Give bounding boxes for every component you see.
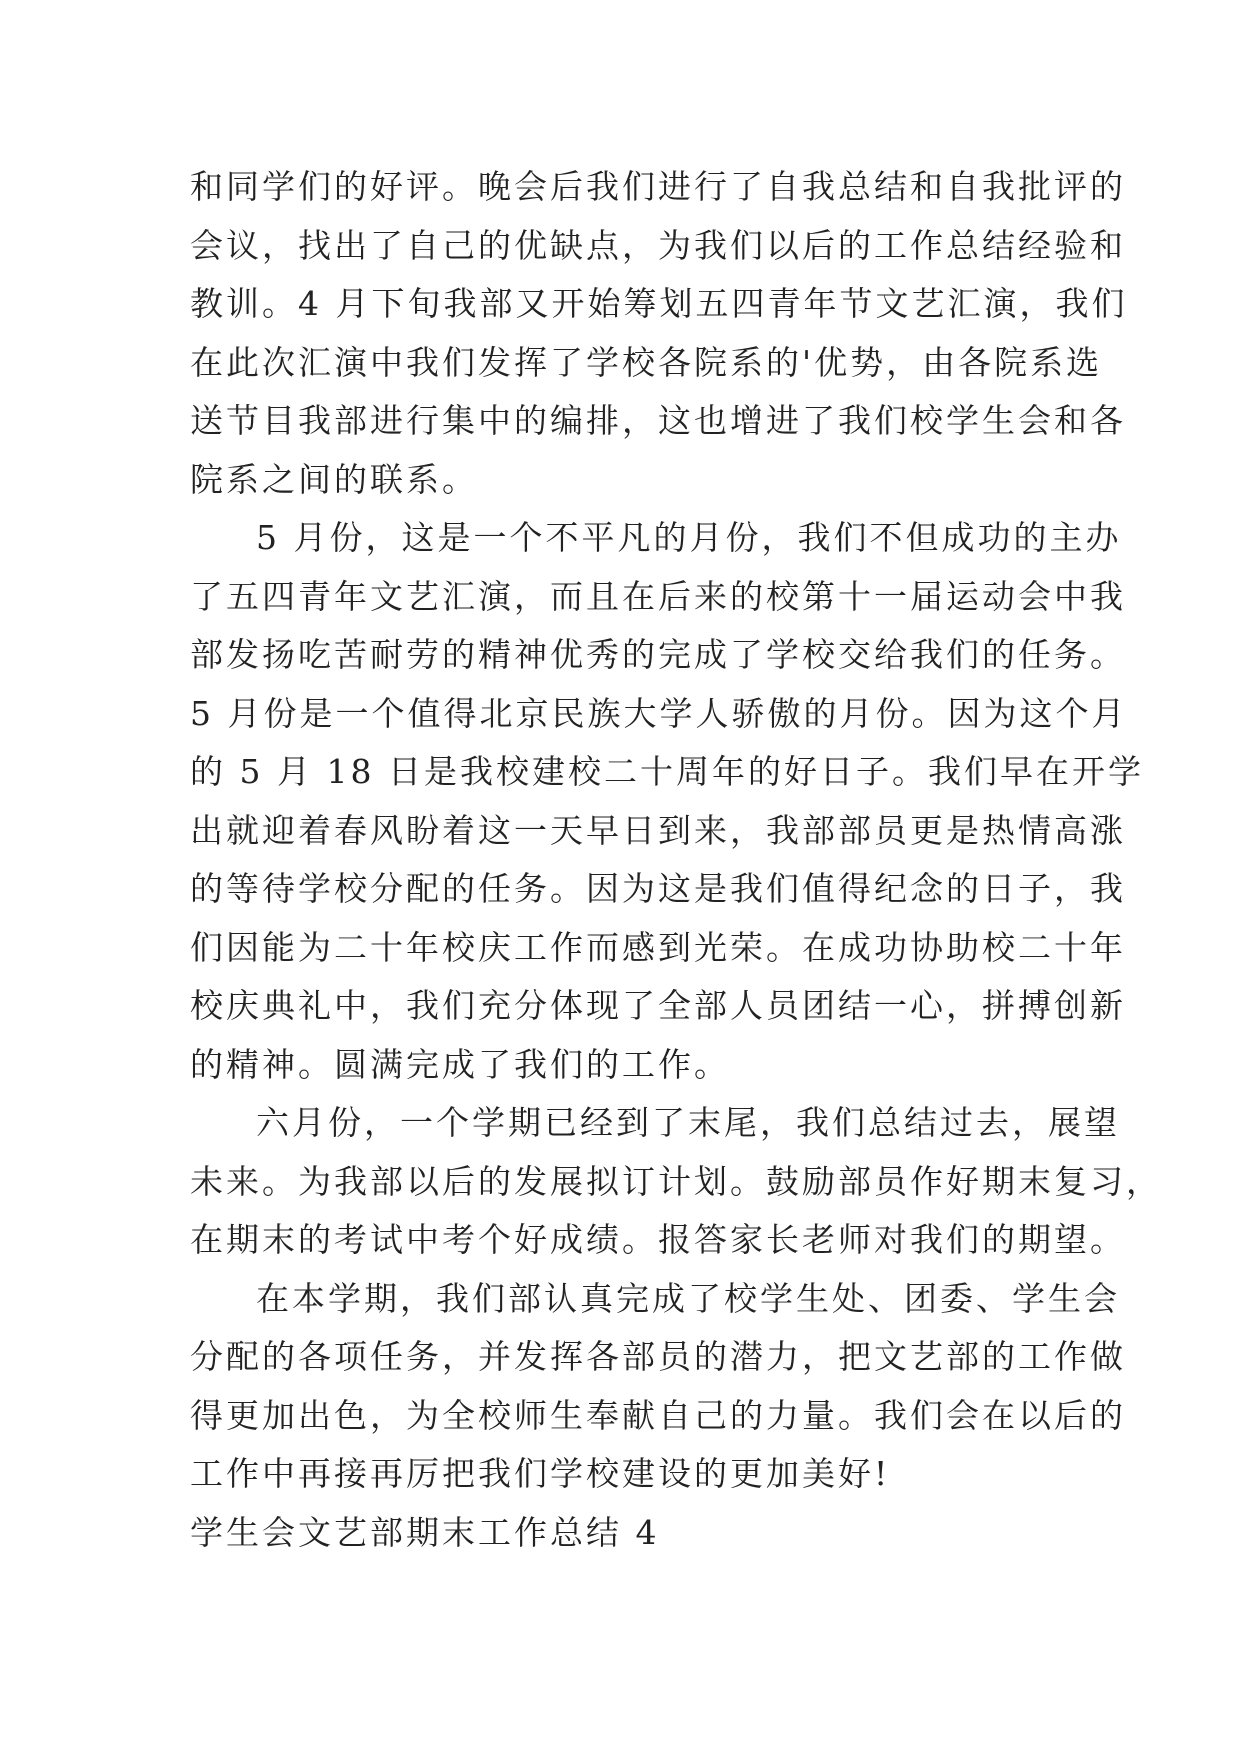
- text-line: 的等待学校分配的任务。因为这是我们值得纪念的日子，我: [190, 869, 1126, 908]
- text-line: 院系之间的联系。: [190, 459, 478, 499]
- section-heading: 学生会文艺部期末工作总结 4: [190, 1512, 660, 1552]
- text-line: 教训。4 月下旬我部又开始筹划五四青年节文艺汇演，我们: [190, 284, 1128, 323]
- text-line: 会议，找出了自己的优缺点，为我们以后的工作总结经验和: [190, 225, 1126, 265]
- text-line: 在本学期，我们部认真完成了校学生处、团委、学生会: [256, 1278, 1120, 1318]
- text-line: 六月份，一个学期已经到了末尾，我们总结过去，展望: [256, 1103, 1120, 1142]
- text-line: 分配的各项任务，并发挥各部员的潜力，把文艺部的工作做: [190, 1337, 1126, 1376]
- document-body: [190, 158, 1162, 1562]
- text-line: 部发扬吃苦耐劳的精神优秀的完成了学校交给我们的任务。: [190, 635, 1126, 674]
- text-line: 5 月份，这是一个不平凡的月份，我们不但成功的主办: [256, 518, 1122, 557]
- text-line: 的 5 月 18 日是我校建校二十周年的好日子。我们早在开学: [190, 752, 1144, 791]
- text-line: 得更加出色，为全校师生奉献自己的力量。我们会在以后的: [190, 1395, 1126, 1435]
- text-line: 了五四青年文艺汇演，而且在后来的校第十一届运动会中我: [190, 576, 1126, 616]
- text-line: 送节目我部进行集中的编排，这也增进了我们校学生会和各: [190, 401, 1126, 440]
- text-line: 在期末的考试中考个好成绩。报答家长老师对我们的期望。: [190, 1220, 1126, 1259]
- text-line: 出就迎着春风盼着这一天早日到来，我部部员更是热情高涨: [190, 810, 1126, 850]
- text-line: 们因能为二十年校庆工作而感到光荣。在成功协助校二十年: [190, 927, 1126, 967]
- text-line: 校庆典礼中，我们充分体现了全部人员团结一心，拼搏创新: [190, 986, 1126, 1025]
- text-line: 未来。为我部以后的发展拟订计划。鼓励部员作好期末复习，: [190, 1161, 1162, 1201]
- text-line: 工作中再接再厉把我们学校建设的更加美好!: [190, 1454, 891, 1493]
- text-line: 在此次汇演中我们发挥了学校各院系的'优势，由各院系选: [190, 342, 1103, 382]
- text-line: 和同学们的好评。晚会后我们进行了自我总结和自我批评的: [190, 167, 1126, 206]
- text-line: 5 月份是一个值得北京民族大学人骄傲的月份。因为这个月: [190, 693, 1128, 733]
- text-line: 的精神。圆满完成了我们的工作。: [190, 1044, 730, 1084]
